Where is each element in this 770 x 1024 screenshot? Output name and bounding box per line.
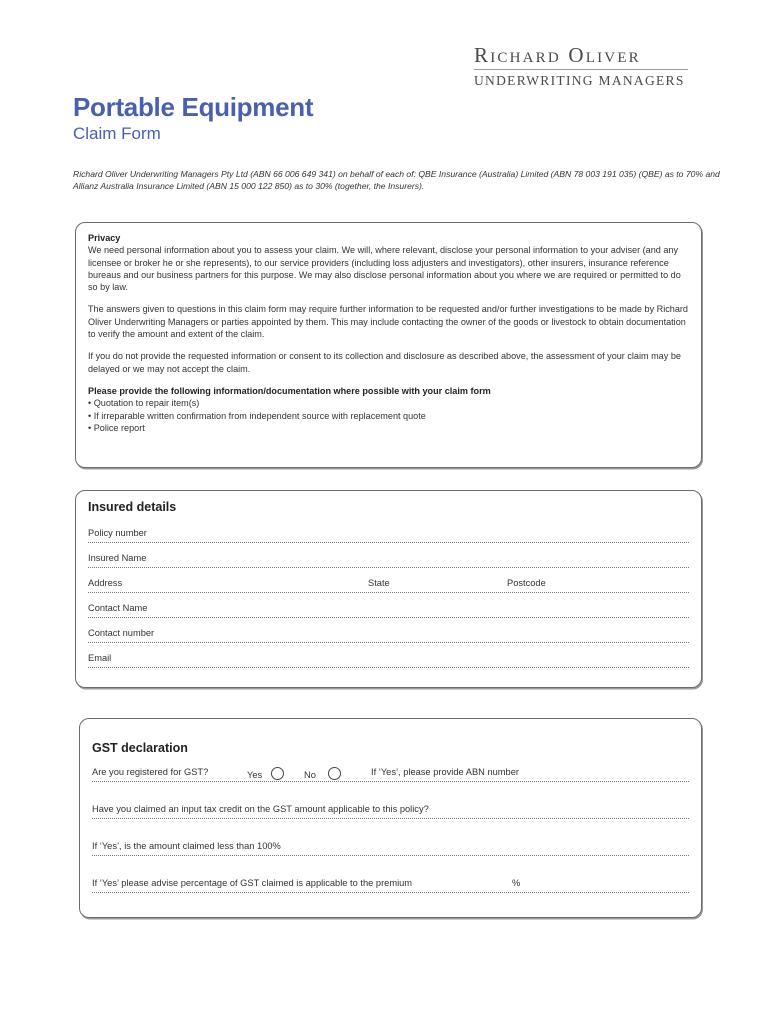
- yes-option[interactable]: [247, 767, 284, 780]
- address-field[interactable]: [88, 578, 689, 603]
- no-radio[interactable]: [328, 767, 341, 780]
- address-label: Address: [88, 578, 123, 588]
- insured-name-field[interactable]: [88, 553, 689, 578]
- privacy-panel: [75, 222, 702, 468]
- less-than-line[interactable]: [92, 855, 689, 856]
- insured-details-title: Insured details: [88, 500, 177, 514]
- no-option[interactable]: [304, 767, 341, 780]
- gst-percentage-label: If ‘Yes’ please advise percentage of GST claimed is applicable to the premium: [92, 878, 413, 888]
- abn-prompt-label: If ‘Yes’, please provide ABN number: [371, 767, 519, 777]
- insurer-intro: Richard Oliver Underwriting Managers Pty Ltd (ABN 66 006 649 341) on behalf of each of: QBE Insurance (Australia) Limited (ABN 78 003 191 035) (QBE) as to 70% and Allianz Australia Insurance Limited (ABN 15 000 122 850) as to 30% (together, the Insurers).: [73, 169, 720, 191]
- privacy-heading: Privacy: [88, 233, 121, 243]
- abn-line[interactable]: [92, 781, 689, 782]
- email-field[interactable]: [88, 653, 689, 678]
- documents-item: • Police report: [88, 422, 145, 433]
- insured-details-panel: [75, 490, 702, 688]
- input-tax-credit-field[interactable]: [92, 804, 689, 841]
- email-label: Email: [88, 653, 112, 663]
- contact-name-label: Contact Name: [88, 603, 148, 613]
- postcode-label: Postcode: [507, 578, 546, 588]
- yes-radio[interactable]: [271, 767, 284, 780]
- policy-number-label: Policy number: [88, 528, 147, 538]
- insured-name-line[interactable]: [88, 567, 689, 568]
- contact-number-line[interactable]: [88, 642, 689, 643]
- gst-declaration-title: GST declaration: [92, 741, 188, 755]
- percent-sign: %: [512, 878, 521, 888]
- state-label: State: [368, 578, 390, 588]
- less-than-label: If ‘Yes’, is the amount claimed less than 100%: [92, 841, 281, 851]
- gst-registered-field[interactable]: [92, 767, 689, 804]
- insured-name-label: Insured Name: [88, 553, 147, 563]
- contact-number-field[interactable]: [88, 628, 689, 653]
- privacy-paragraph-2: The answers given to questions in this claim form may require further information to be requested and/or further investigations to be made by Richard Oliver Underwriting Managers or parties appointed by them. This may include contacting the owner of the goods or livestock to obtain documentation to verify the amount and extent of the claim.: [88, 304, 688, 340]
- privacy-paragraph-1: We need personal information about you to assess your claim. We will, where relevant, disclose your personal information to your adviser (and any licensee or broker he or she represents), to our service providers (including loss adjusters and investigators), other insurers, insurance reference bureaus and our business partners for this purpose. We may also disclose personal information about you where we are required or permitted to do so by law.: [88, 245, 681, 293]
- contact-name-line[interactable]: [88, 617, 689, 618]
- documents-item: • If irreparable written confirmation from independent source with replacement quote: [88, 410, 426, 421]
- documents-heading: Please provide the following information/documentation where possible with your claim form: [88, 385, 491, 396]
- gst-registered-label: Are you registered for GST?: [92, 767, 209, 777]
- gst-percentage-line[interactable]: [92, 892, 689, 893]
- documents-list: [88, 397, 689, 434]
- no-label: No: [304, 770, 316, 780]
- contact-name-field[interactable]: [88, 603, 689, 628]
- yes-label: Yes: [247, 770, 263, 780]
- logo-tagline: UNDERWRITING MANAGERS: [474, 73, 685, 88]
- page-title: Portable Equipment: [73, 92, 314, 122]
- policy-number-field[interactable]: [88, 528, 689, 553]
- contact-number-label: Contact number: [88, 628, 155, 638]
- gst-percentage-field[interactable]: [92, 878, 689, 915]
- policy-number-line[interactable]: [88, 542, 689, 543]
- logo-name: Richard Oliver: [474, 43, 641, 67]
- privacy-paragraph-3: If you do not provide the requested information or consent to its collection and disclosure as described above, the assessment of your claim may be delayed or we may not accept the claim.: [88, 351, 681, 374]
- logo-divider: [474, 69, 688, 70]
- address-line[interactable]: [88, 592, 689, 593]
- company-logo: [474, 44, 688, 88]
- input-tax-credit-line[interactable]: [92, 818, 689, 819]
- input-tax-credit-label: Have you claimed an input tax credit on the GST amount applicable to this policy?: [92, 804, 429, 814]
- documents-item: • Quotation to repair item(s): [88, 398, 200, 409]
- less-than-field[interactable]: [92, 841, 689, 878]
- gst-declaration-panel: [79, 718, 702, 918]
- email-line[interactable]: [88, 667, 689, 668]
- page-subtitle: Claim Form: [73, 124, 161, 143]
